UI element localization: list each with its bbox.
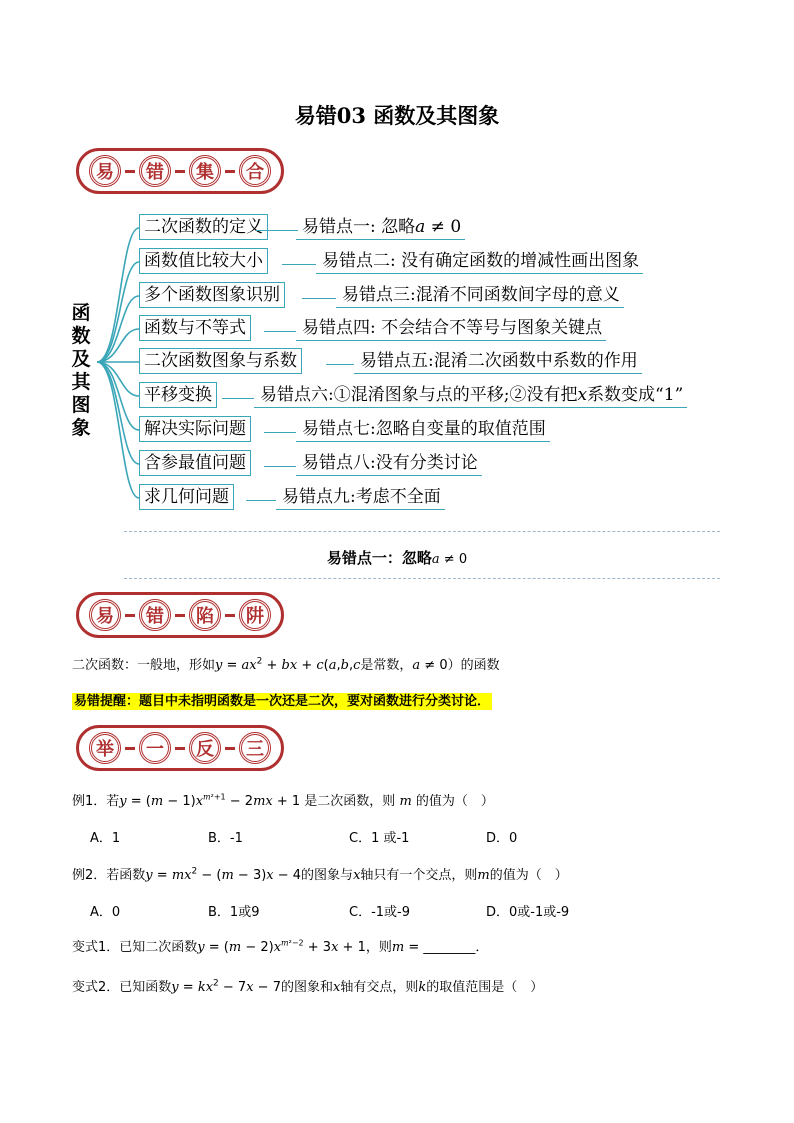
mindmap-node-5: 二次函数图象与系数	[139, 348, 302, 374]
example-2-option-a: A．0	[90, 905, 121, 920]
divider	[124, 531, 720, 532]
mindmap-node-8: 含参最值问题	[139, 450, 251, 476]
mindmap-node-4: 函数与不等式	[139, 315, 251, 341]
mindmap-leaf-4: 易错点四: 不会结合不等号与图象关键点	[296, 313, 606, 341]
mindmap-leaf-2: 易错点二: 没有确定函数的增减性画出图象	[316, 246, 643, 274]
variant-2-question: 变式2．已知函数$y = kx^2 - 7x - 7$的图象和x轴有交点，则k的取值范围是（ ）	[72, 978, 544, 995]
badge-char: 举	[89, 732, 121, 764]
badge-char: 易	[89, 599, 121, 631]
mindmap-node-9: 求几何问题	[139, 484, 234, 510]
mindmap-leaf-1: 易错点一: 忽略a ≠ 0	[296, 212, 465, 240]
mindmap-leaf-8: 易错点八:没有分类讨论	[296, 448, 482, 476]
badge-char: 一	[139, 732, 171, 764]
mindmap-node-7: 解决实际问题	[139, 416, 251, 442]
reminder-text: 易错提醒：题目中未指明函数是一次还是二次，要对函数进行分类讨论．	[74, 694, 491, 709]
mindmap-leaf-7: 易错点七:忽略自变量的取值范围	[296, 414, 550, 442]
mindmap-node-1: 二次函数的定义	[139, 214, 268, 240]
badge-char: 阱	[239, 599, 271, 631]
mindmap-leaf-6: 易错点六:①混淆图象与点的平移;②没有把x系数变成“1”	[254, 380, 687, 408]
example-1-question: 例1．若$y = (m - 1)x^{m^2+1} - 2mx + 1$ 是二次函数，则 m 的值为（ ）	[72, 792, 494, 809]
badge-char: 合	[239, 155, 271, 187]
mindmap-leaf-5: 易错点五:混淆二次函数中系数的作用	[354, 346, 642, 374]
example-1-option-d: D．0	[486, 831, 518, 846]
badge-char: 错	[139, 155, 171, 187]
badge-char: 集	[189, 155, 221, 187]
example-1-option-a: A．1	[90, 831, 121, 846]
badge-char: 错	[139, 599, 171, 631]
definition-text: 二次函数：一般地，形如$y = ax^2$ + bx + c(a,b,c是常数，a ≠ 0）的函数	[72, 656, 500, 673]
badge-char: 三	[239, 732, 271, 764]
divider	[124, 578, 720, 579]
mindmap-node-3: 多个函数图象识别	[139, 282, 285, 308]
badge-char: 易	[89, 155, 121, 187]
example-2-option-c: C．-1或-9	[349, 905, 411, 920]
badge-char: 反	[189, 732, 221, 764]
mindmap-leaf-3: 易错点三:混淆不同函数间字母的意义	[336, 280, 624, 308]
example-2-option-d: D．0或-1或-9	[486, 905, 570, 920]
mindmap-leaf-9: 易错点九:考虑不全面	[276, 482, 445, 510]
mindmap-root: 函 数 及 其 图 象	[71, 302, 91, 439]
example-1-option-c: C．1 或-1	[349, 831, 410, 846]
example-2-option-b: B．1或9	[208, 905, 260, 920]
example-1-option-b: B．-1	[208, 831, 243, 846]
badge-char: 陷	[189, 599, 221, 631]
example-2-question: 例2．若函数$y = mx^2 - (m - 3)x - 4$的图象与x轴只有一个交点，则m的值为（ ）	[72, 866, 568, 883]
page-title: 易错03 函数及其图象	[294, 103, 500, 128]
badge-error-collection	[76, 148, 284, 194]
variant-1-question: 变式1．已知二次函数$y = (m - 2)x^{m^2-2} + 3x + 1$，则m = ________．	[72, 938, 489, 955]
badge-practice	[76, 725, 284, 771]
mindmap-node-2: 函数值比较大小	[139, 248, 268, 274]
mindmap-node-6: 平移变换	[139, 382, 217, 408]
section-heading: 易错点一：忽略a ≠ 0	[326, 549, 468, 567]
badge-error-trap	[76, 592, 284, 638]
